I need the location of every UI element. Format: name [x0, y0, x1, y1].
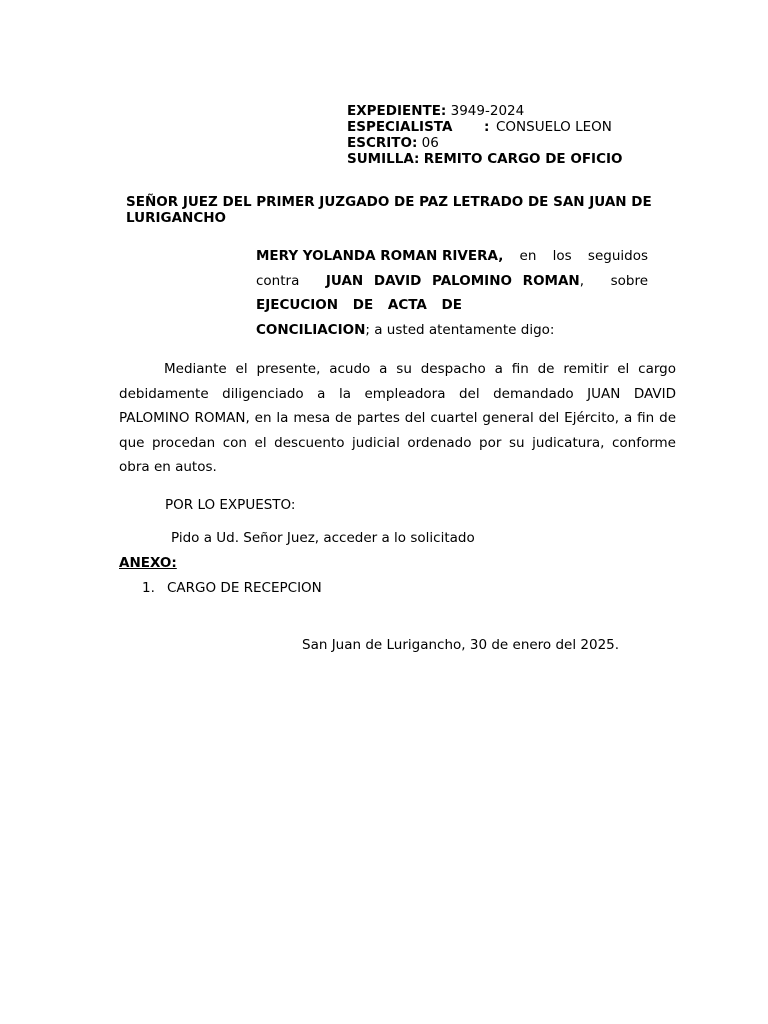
intro-line-3: [256, 293, 648, 318]
sumilla-label: SUMILLA:: [347, 151, 420, 167]
especialista-label: ESPECIALISTA: [347, 119, 453, 135]
sumilla-value: REMITO CARGO DE OFICIO: [423, 151, 623, 167]
intro-line-1: [256, 244, 648, 269]
expediente-value: 3949-2024: [450, 103, 525, 119]
especialista-value: CONSUELO LEON: [496, 119, 612, 135]
intro-line-2: [256, 269, 648, 294]
intro-word: sobre: [610, 272, 648, 289]
annex-item-number: 1.: [142, 580, 155, 596]
especialista-line: [347, 119, 612, 135]
petition-text: Pido a Ud. Señor Juez, acceder a lo solicitado: [171, 530, 475, 546]
especialista-colon: :: [484, 119, 490, 135]
intro-word: en: [519, 248, 537, 264]
escrito-value: 06: [421, 135, 439, 151]
escrito-label: ESCRITO:: [347, 135, 418, 151]
annex-item: [142, 580, 322, 596]
por-lo-expuesto: POR LO EXPUESTO:: [165, 497, 296, 513]
intro-line-4: [256, 318, 648, 343]
intro-block: [256, 244, 648, 343]
body-paragraph: Mediante el presente, acudo a su despacho a fin de remitir el cargo debidamente diligenciado a la empleadora del demandado JUAN DAVID PALOMINO ROMAN, en la mesa de partes del cuartel general del Ejército, a fin de que procedan con el descuento judicial ordenado por su judicatura, conforme obra en autos.: [119, 361, 676, 476]
intro-closing: ; a usted atentamente digo:: [365, 322, 555, 339]
intro-word: contra: [256, 272, 300, 289]
defendant-name: JUAN DAVID PALOMINO ROMAN: [325, 272, 580, 289]
matter-line-1: EJECUCION DE ACTA DE: [256, 297, 462, 314]
expediente-line: [347, 103, 524, 119]
sumilla-line: [347, 151, 622, 167]
date-line: San Juan de Lurigancho, 30 de enero del 2025.: [302, 637, 620, 653]
escrito-line: [347, 135, 439, 151]
expediente-label: EXPEDIENTE:: [347, 103, 447, 119]
plaintiff-name: MERY YOLANDA ROMAN RIVERA,: [256, 248, 504, 264]
annex-item-text: CARGO DE RECEPCION: [167, 580, 322, 596]
intro-comma: ,: [579, 272, 585, 289]
addressee: SEÑOR JUEZ DEL PRIMER JUZGADO DE PAZ LETRADO DE SAN JUAN DE LURIGANCHO: [126, 194, 652, 226]
annex-title: ANEXO:: [119, 555, 177, 571]
intro-word: seguidos: [587, 248, 648, 264]
intro-word: los: [552, 248, 572, 264]
matter-line-2: CONCILIACION: [256, 322, 366, 339]
